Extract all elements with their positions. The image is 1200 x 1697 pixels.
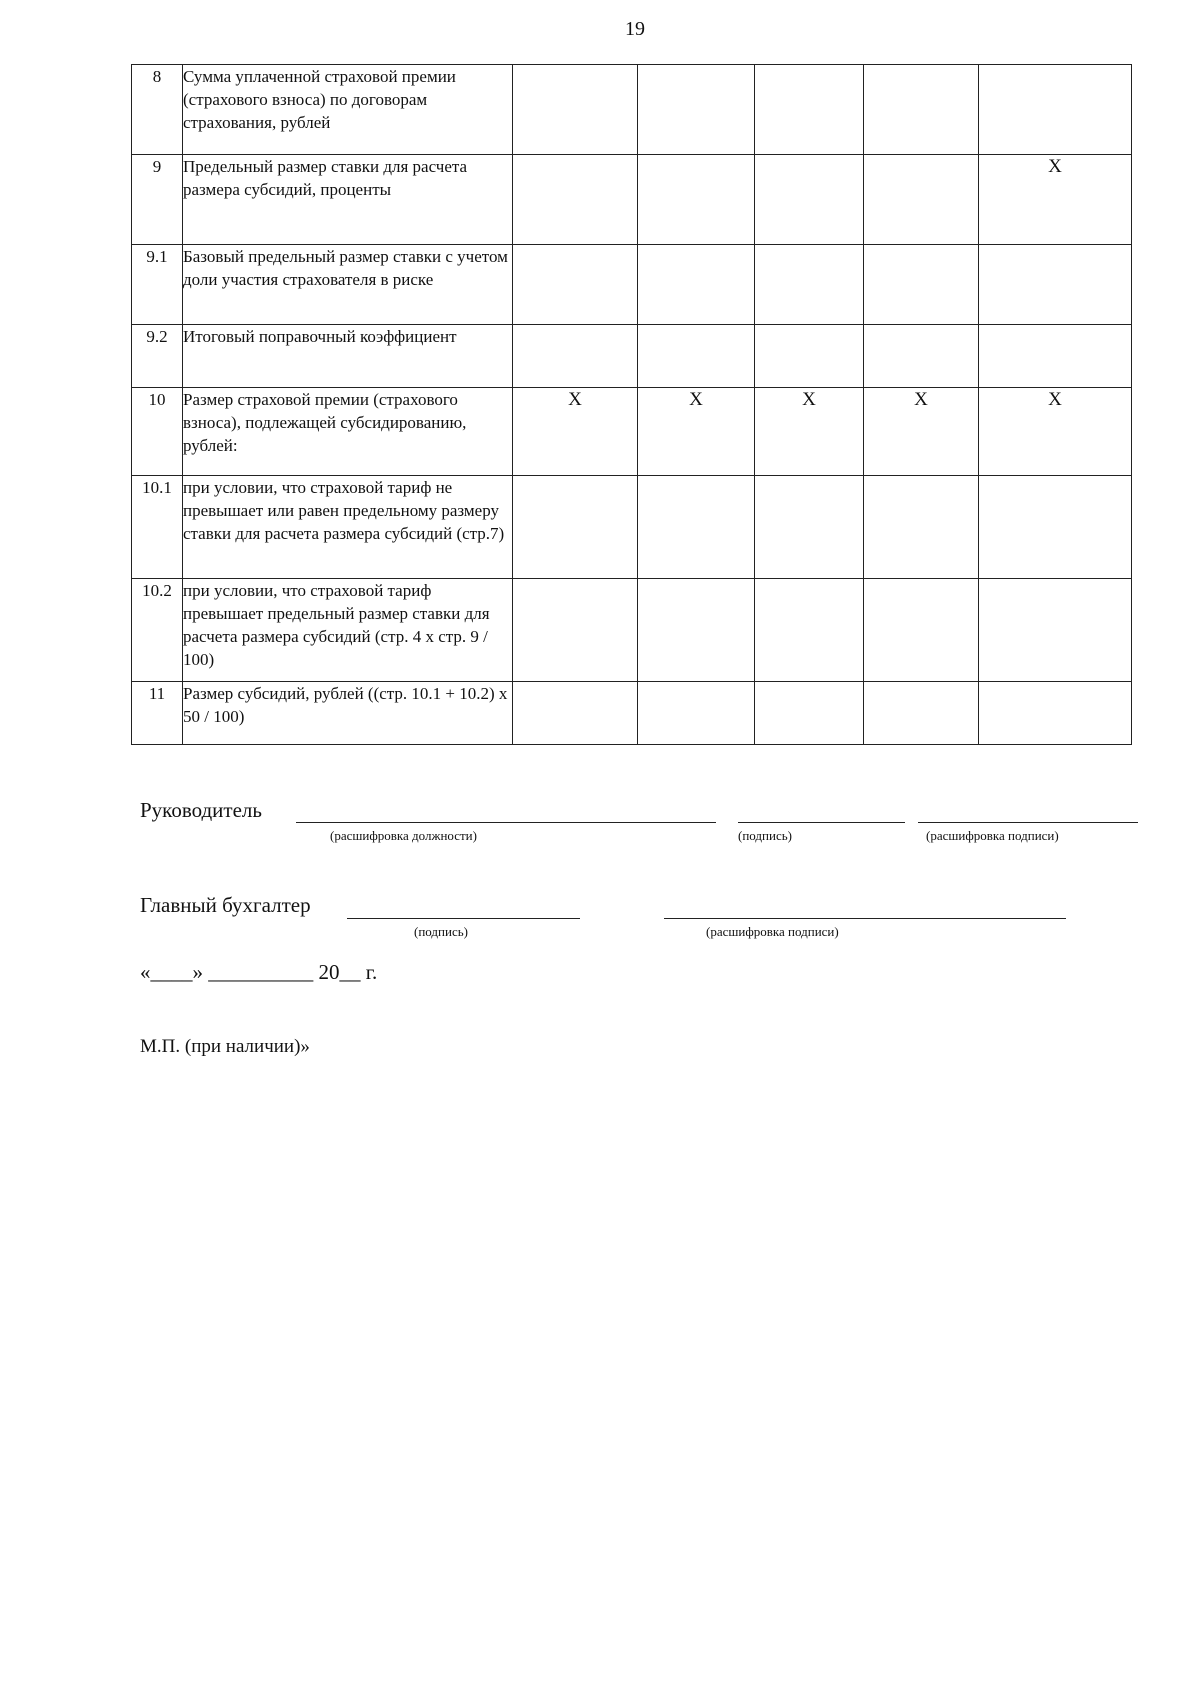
value-cell[interactable] [513,579,638,682]
accountant-signature-caption: (подпись) [414,924,468,939]
value-cell[interactable] [513,155,638,245]
value-cell[interactable] [755,579,864,682]
table-row [132,325,1132,388]
table-body [132,65,1132,745]
table-row [132,65,1132,155]
value-cell[interactable] [638,682,755,745]
not-applicable-cell: X [755,388,864,476]
value-cell[interactable] [513,325,638,388]
value-cell[interactable] [755,476,864,579]
value-cell[interactable] [979,65,1132,155]
stamp-note: М.П. (при наличии)» [140,1036,310,1057]
value-cell[interactable] [755,65,864,155]
row-number: 10.2 [132,579,183,682]
not-applicable-cell: X [864,388,979,476]
row-number: 9 [132,155,183,245]
value-cell[interactable] [755,325,864,388]
table-row [132,579,1132,682]
value-cell[interactable] [979,579,1132,682]
head-name-caption: (расшифровка подписи) [926,828,1059,843]
head-position-line[interactable] [296,822,716,823]
row-number: 10 [132,388,183,476]
row-number: 8 [132,65,183,155]
value-cell[interactable] [638,65,755,155]
table-row [132,245,1132,325]
row-number: 11 [132,682,183,745]
value-cell[interactable] [979,245,1132,325]
not-applicable-cell: X [979,388,1132,476]
head-name-line[interactable] [918,822,1138,823]
row-number: 9.2 [132,325,183,388]
page-number: 19 [625,18,645,40]
value-cell[interactable] [638,155,755,245]
accountant-name-line[interactable] [664,918,1066,919]
row-number: 10.1 [132,476,183,579]
row-label: при условии, что страховой тариф не превышает или равен предельному размеру ставки для расчета размера субсидий (стр.7) [183,476,513,579]
value-cell[interactable] [755,682,864,745]
value-cell[interactable] [979,682,1132,745]
value-cell[interactable] [638,476,755,579]
value-cell[interactable] [864,245,979,325]
row-label: Размер страховой премии (страхового взноса), подлежащей субсидированию, рублей: [183,388,513,476]
value-cell[interactable] [864,579,979,682]
value-cell[interactable] [864,476,979,579]
row-label: Сумма уплаченной страховой премии (страхового взноса) по договорам страхования, рублей [183,65,513,155]
head-signature-line[interactable] [738,822,905,823]
row-label: при условии, что страховой тариф превышает предельный размер ставки для расчета размера субсидий (стр. 4 х стр. 9 / 100) [183,579,513,682]
value-cell[interactable] [638,245,755,325]
table-row [132,682,1132,745]
value-cell[interactable] [979,476,1132,579]
value-cell[interactable] [638,325,755,388]
value-cell[interactable] [513,476,638,579]
subsidy-calculation-table [131,64,1132,745]
row-number: 9.1 [132,245,183,325]
table-row [132,388,1132,476]
accountant-name-caption: (расшифровка подписи) [706,924,839,939]
value-cell[interactable] [864,65,979,155]
row-label: Размер субсидий, рублей ((стр. 10.1 + 10.2) х 50 / 100) [183,682,513,745]
value-cell[interactable] [513,65,638,155]
accountant-label: Главный бухгалтер [140,893,311,917]
value-cell[interactable] [864,325,979,388]
row-label: Итоговый поправочный коэффициент [183,325,513,388]
accountant-signature-line[interactable] [347,918,580,919]
value-cell[interactable] [979,325,1132,388]
value-cell[interactable] [513,245,638,325]
value-cell[interactable] [864,155,979,245]
not-applicable-cell: X [979,155,1132,245]
value-cell[interactable] [755,245,864,325]
head-position-caption: (расшифровка должности) [330,828,477,843]
row-label: Базовый предельный размер ставки с учетом доли участия страхователя в риске [183,245,513,325]
head-label: Руководитель [140,798,262,822]
row-label: Предельный размер ставки для расчета размера субсидий, проценты [183,155,513,245]
head-signature-caption: (подпись) [738,828,792,843]
date-line[interactable]: «____» __________ 20__ г. [140,960,378,984]
table-row [132,155,1132,245]
value-cell[interactable] [864,682,979,745]
value-cell[interactable] [513,682,638,745]
not-applicable-cell: X [513,388,638,476]
not-applicable-cell: X [638,388,755,476]
value-cell[interactable] [755,155,864,245]
table-row [132,476,1132,579]
value-cell[interactable] [638,579,755,682]
